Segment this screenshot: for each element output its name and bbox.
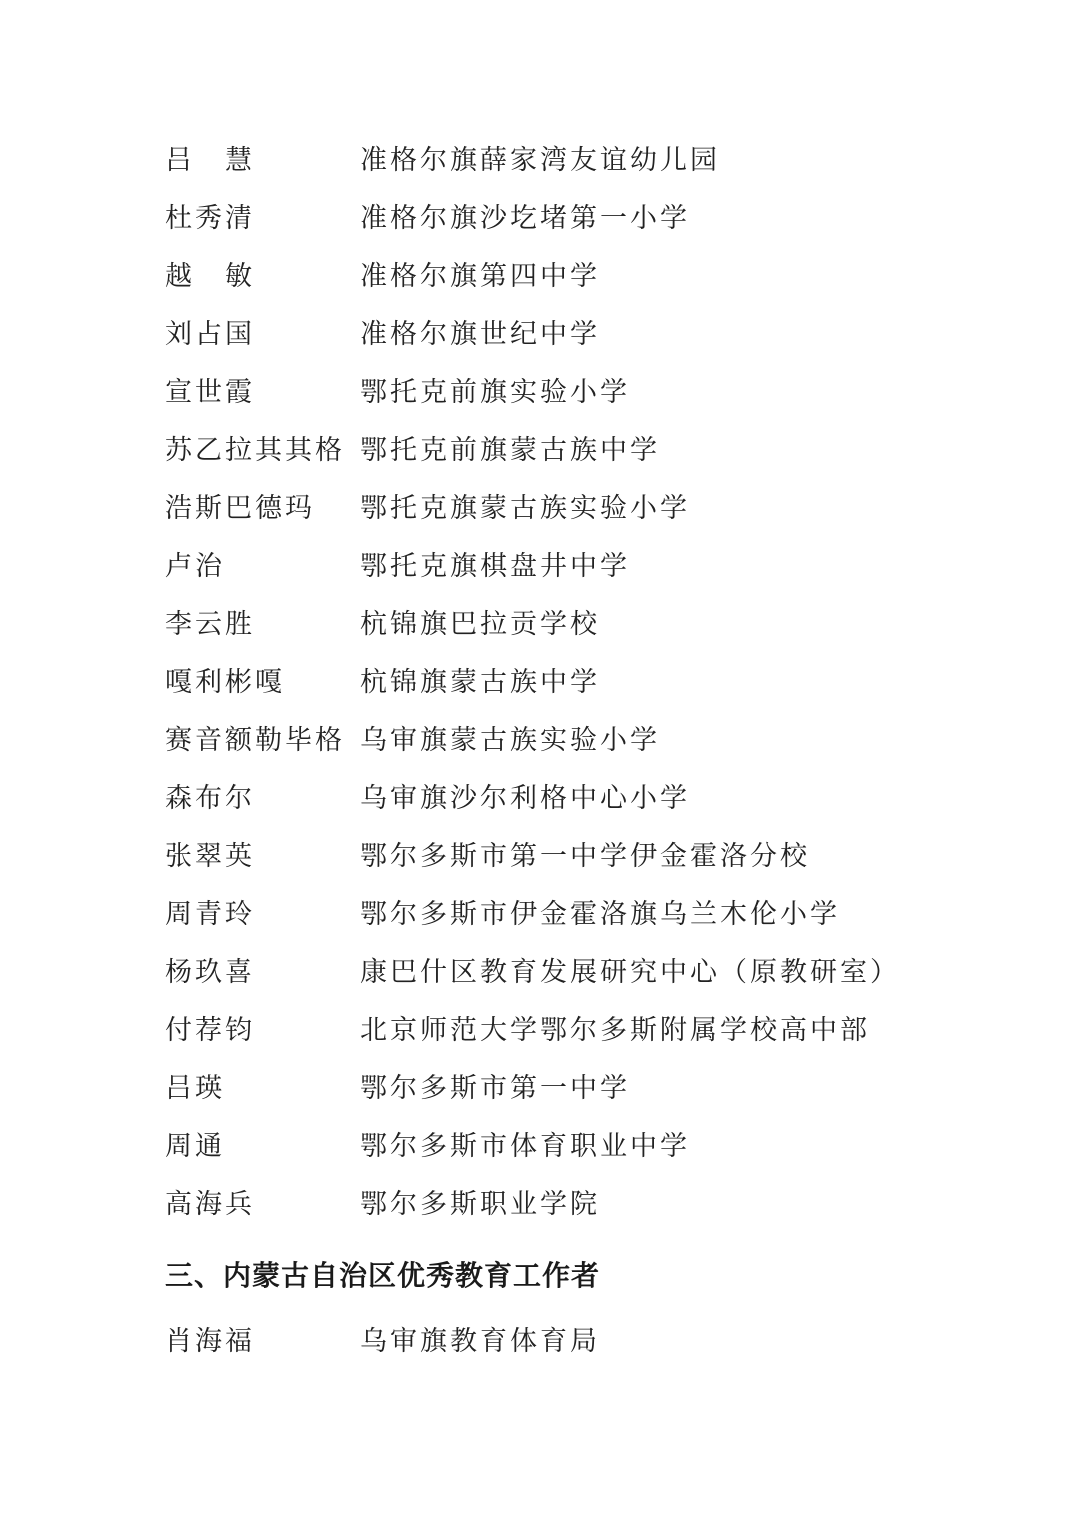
awardee-organization: 鄂尔多斯市伊金霍洛旗乌兰木伦小学 xyxy=(360,899,840,930)
awardee-organization: 乌审旗蒙古族实验小学 xyxy=(360,725,660,756)
list-item xyxy=(165,1118,925,1176)
awardee-organization: 准格尔旗沙圪堵第一小学 xyxy=(360,203,690,234)
awardee-organization: 乌审旗沙尔利格中心小学 xyxy=(360,783,690,814)
awardee-organization: 鄂尔多斯市体育职业中学 xyxy=(360,1131,690,1162)
list-item xyxy=(165,886,925,944)
awardee-organization: 北京师范大学鄂尔多斯附属学校高中部 xyxy=(360,1015,870,1046)
awardee-organization: 鄂尔多斯市第一中学伊金霍洛分校 xyxy=(360,841,810,872)
list-item xyxy=(165,364,925,422)
awardee-organization: 准格尔旗世纪中学 xyxy=(360,319,600,350)
awardee-name: 付荐钧 xyxy=(165,1015,255,1046)
list-item xyxy=(165,1176,925,1234)
awardee-organization: 乌审旗教育体育局 xyxy=(360,1326,600,1357)
list-item xyxy=(165,132,925,190)
awardee-organization: 准格尔旗薛家湾友谊幼儿园 xyxy=(360,145,720,176)
awardee-organization: 鄂托克旗棋盘井中学 xyxy=(360,551,630,582)
awardee-name: 赛音额勒毕格 xyxy=(165,725,345,756)
list-item xyxy=(165,828,925,886)
awardee-organization: 鄂托克旗蒙古族实验小学 xyxy=(360,493,690,524)
awardee-list xyxy=(165,132,925,1234)
list-item xyxy=(165,654,925,712)
awardee-name: 高海兵 xyxy=(165,1189,255,1220)
list-item xyxy=(165,422,925,480)
awardee-name: 卢治 xyxy=(165,551,225,582)
awardee-organization: 杭锦旗蒙古族中学 xyxy=(360,667,600,698)
awardee-name: 杜秀清 xyxy=(165,203,255,234)
awardee-name: 刘占国 xyxy=(165,319,255,350)
awardee-name: 吕 慧 xyxy=(165,145,255,176)
awardee-name: 周通 xyxy=(165,1131,225,1162)
awardee-organization: 鄂托克前旗实验小学 xyxy=(360,377,630,408)
list-item xyxy=(165,596,925,654)
awardee-organization: 鄂尔多斯职业学院 xyxy=(360,1189,600,1220)
section-heading: 三、内蒙古自治区优秀教育工作者 xyxy=(165,1259,601,1292)
awardee-name: 嘎利彬嘎 xyxy=(165,667,285,698)
awardee-name: 浩斯巴德玛 xyxy=(165,493,315,524)
awardee-name: 肖海福 xyxy=(165,1326,255,1357)
awardee-name: 李云胜 xyxy=(165,609,255,640)
awardee-name: 苏乙拉其其格 xyxy=(165,435,345,466)
awardee-name: 森布尔 xyxy=(165,783,255,814)
awardee-name: 杨玖喜 xyxy=(165,957,255,988)
list-item xyxy=(165,190,925,248)
list-item xyxy=(165,770,925,828)
list-item xyxy=(165,1002,925,1060)
list-item xyxy=(165,1313,925,1371)
list-item xyxy=(165,306,925,364)
awardee-organization: 鄂托克前旗蒙古族中学 xyxy=(360,435,660,466)
list-item xyxy=(165,248,925,306)
awardee-organization: 康巴什区教育发展研究中心（原教研室） xyxy=(360,957,900,988)
educator-list xyxy=(165,1313,925,1371)
list-item xyxy=(165,944,925,1002)
awardee-name: 吕瑛 xyxy=(165,1073,225,1104)
list-item xyxy=(165,480,925,538)
awardee-name: 周青玲 xyxy=(165,899,255,930)
awardee-name: 宣世霞 xyxy=(165,377,255,408)
list-item xyxy=(165,712,925,770)
awardee-organization: 杭锦旗巴拉贡学校 xyxy=(360,609,600,640)
list-item xyxy=(165,538,925,596)
awardee-name: 张翠英 xyxy=(165,841,255,872)
list-item xyxy=(165,1060,925,1118)
awardee-name: 越 敏 xyxy=(165,261,255,292)
awardee-organization: 准格尔旗第四中学 xyxy=(360,261,600,292)
awardee-organization: 鄂尔多斯市第一中学 xyxy=(360,1073,630,1104)
